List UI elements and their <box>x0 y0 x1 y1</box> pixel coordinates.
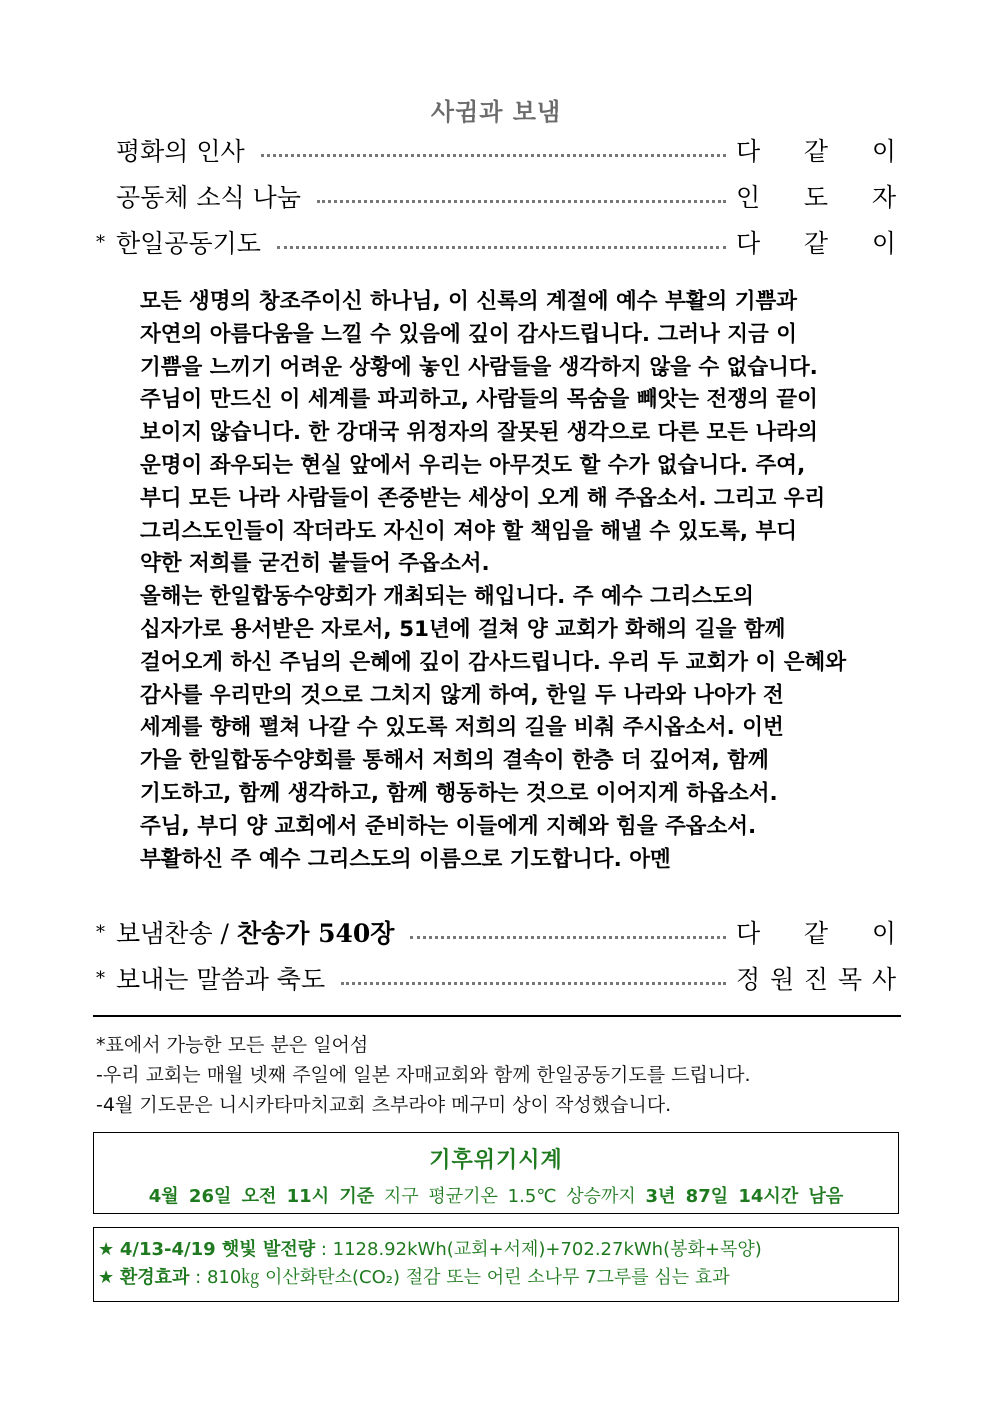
note-line: *표에서 가능한 모든 분은 일어섬 <box>96 1034 369 1056</box>
order-item-news <box>96 179 896 213</box>
environment-effect-label: 환경효과 <box>119 1267 190 1288</box>
solar-generation-value: 1128.92kWh(교회+서제)+702.27kWh(봉화+목양) <box>332 1239 762 1260</box>
section-title: 사귐과 보냄 <box>430 98 562 126</box>
order-label: 공동체 소식 나눔 <box>116 183 301 212</box>
order-leader <box>736 224 896 260</box>
order-label: 보내는 말씀과 축도 <box>116 965 326 994</box>
leader-char: 이 <box>871 137 896 166</box>
dotted-leader <box>410 934 726 939</box>
prayer-line: 감사를 우리만의 것으로 그치지 않게 하여, 한일 두 나라와 나아가 전 <box>140 682 784 708</box>
leader-char: 목 <box>837 965 863 994</box>
environment-effect-line <box>98 1264 898 1292</box>
climate-clock-time: 4월 26일 오전 11시 기준 <box>148 1186 375 1207</box>
leader-char: 도 <box>803 183 829 212</box>
star-icon: ★ <box>98 1267 115 1288</box>
prayer-line: 기도하고, 함께 생각하고, 함께 행동하는 것으로 이어지게 하옵소서. <box>140 780 778 806</box>
leader-char: 다 <box>736 229 761 258</box>
leader-char: 자 <box>871 183 896 212</box>
leader-char: 원 <box>769 965 795 994</box>
order-label: 한일공동기도 <box>116 229 261 258</box>
prayer-line: 주님이 만드신 이 세계를 파괴하고, 사람들의 목숨을 빼앗는 전쟁의 끝이 <box>140 387 818 413</box>
notes <box>96 1030 751 1120</box>
prayer-line: 보이지 않습니다. 한 강대국 위정자의 잘못된 생각으로 다른 모든 나라의 <box>140 420 818 446</box>
prayer-line: 자연의 아름다움을 느낄 수 있음에 깊이 감사드립니다. 그러나 지금 이 <box>140 321 798 347</box>
prayer-line: 가을 한일합동수양회를 통해서 저희의 결속이 한층 더 깊어져, 함께 <box>140 748 769 774</box>
prayer-line: 운명이 좌우되는 현실 앞에서 우리는 아무것도 할 수가 없습니다. 주여, <box>140 452 806 478</box>
order-label <box>116 914 404 950</box>
leader-char: 다 <box>736 137 761 166</box>
leader-char: 같 <box>803 229 829 258</box>
prayer-line: 그리스도인들이 작더라도 자신이 져야 할 책임을 해낼 수 있도록, 부디 <box>140 518 798 544</box>
order-label: 평화의 인사 <box>116 137 245 166</box>
environment-effect-value: 810㎏ 이산화탄소(CO₂) 절감 또는 어린 소나무 7그루를 심는 효과 <box>206 1267 730 1288</box>
dotted-leader <box>277 244 726 249</box>
colon: : <box>320 1239 333 1260</box>
standing-mark: * <box>96 231 105 253</box>
standing-mark: * <box>96 921 105 943</box>
prayer-line: 세계를 향해 펼쳐 나갈 수 있도록 저희의 길을 비춰 주시옵소서. 이번 <box>140 715 784 741</box>
order-leader <box>736 178 896 214</box>
prayer-line: 올해는 한일합동수양회가 개최되는 해입니다. 주 예수 그리스도의 <box>140 584 754 610</box>
leader-char: 인 <box>736 183 761 212</box>
section-divider <box>93 1015 901 1017</box>
order-leader <box>736 960 896 996</box>
leader-char: 이 <box>871 229 896 258</box>
order-leader <box>736 914 896 950</box>
climate-clock-title: 기후위기시계 <box>429 1148 563 1173</box>
note-line: -우리 교회는 매월 넷째 주일에 일본 자매교회와 함께 한일공동기도를 드립니다. <box>96 1064 751 1086</box>
hymn-number: 찬송가 540장 <box>236 919 395 948</box>
leader-char: 사 <box>871 965 896 994</box>
prayer-line: 부활하신 주 예수 그리스도의 이름으로 기도합니다. 아멘 <box>140 846 671 872</box>
leader-char: 같 <box>803 919 829 948</box>
solar-power-box <box>93 1227 899 1302</box>
climate-clock-line <box>94 1182 898 1208</box>
order-item-benediction <box>96 961 896 995</box>
leader-char: 같 <box>803 137 829 166</box>
note-line: -4월 기도문은 니시카타마치교회 츠부라야 메구미 상이 작성했습니다. <box>96 1094 672 1116</box>
star-icon: ★ <box>98 1239 115 1260</box>
leader-char: 이 <box>871 919 896 948</box>
prayer-line: 부디 모든 나라 사람들이 존중받는 세상이 오게 해 주옵소서. 그리고 우리 <box>140 485 826 511</box>
dotted-leader <box>341 980 726 985</box>
standing-mark: * <box>96 967 105 989</box>
climate-clock-text: 지구 평균기온 1.5℃ 상승까지 <box>383 1186 636 1207</box>
colon: : <box>195 1267 207 1288</box>
leader-char: 진 <box>803 965 829 994</box>
order-leader <box>736 132 896 168</box>
prayer-line: 주님, 부디 양 교회에서 준비하는 이들에게 지혜와 힘을 주옵소서. <box>140 813 757 839</box>
climate-clock-remaining: 3년 87일 14시간 남음 <box>645 1186 844 1207</box>
climate-clock-box <box>93 1132 899 1214</box>
prayer-line: 십자가로 용서받은 자로서, 51년에 걸쳐 양 교회가 화해의 길을 함께 <box>140 616 786 642</box>
order-item-joint-prayer <box>96 225 896 259</box>
prayer-line: 모든 생명의 창조주이신 하나님, 이 신록의 계절에 예수 부활의 기쁨과 <box>140 289 798 314</box>
order-item-greeting <box>96 133 896 167</box>
solar-generation-label: 4/13-4/19 햇빛 발전량 <box>119 1239 316 1260</box>
hymn-label: 보냄찬송 / <box>116 919 237 948</box>
prayer-line: 걸어오게 하신 주님의 은혜에 깊이 감사드립니다. 우리 두 교회가 이 은혜와 <box>140 649 847 675</box>
dotted-leader <box>317 198 726 203</box>
prayer-line: 약한 저희를 굳건히 붙들어 주옵소서. <box>140 551 490 577</box>
prayer-text <box>140 286 885 876</box>
order-item-sending-hymn <box>96 915 896 949</box>
leader-char: 다 <box>736 919 761 948</box>
solar-generation-line <box>98 1236 898 1264</box>
dotted-leader <box>261 152 726 157</box>
leader-char: 정 <box>736 965 761 994</box>
prayer-line: 기쁨을 느끼기 어려운 상황에 놓인 사람들을 생각하지 않을 수 없습니다. <box>140 354 818 380</box>
